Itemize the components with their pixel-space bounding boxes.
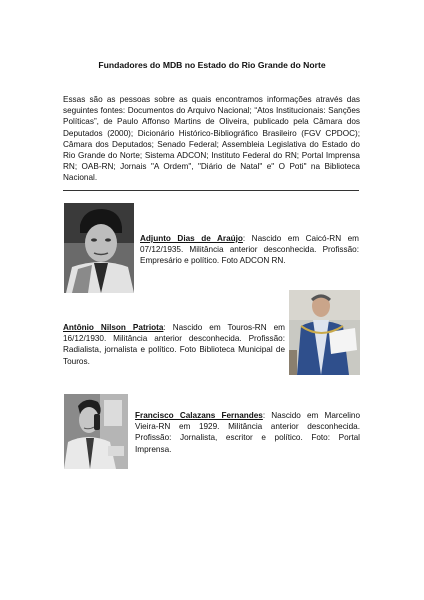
entry-francisco-calazans-fernandes xyxy=(135,410,360,455)
entry-antonio-nilson-patriota xyxy=(63,322,285,367)
person-name: Antônio Nilson Patriota xyxy=(63,323,164,332)
person-bio: : Nascido em Caicó-RN em 07/12/1935. Militância anterior desconhecida. Profissão: Empresário e político. Foto ADCON RN. xyxy=(140,234,360,266)
entry-adjunto-dias-de-araujo xyxy=(140,233,359,267)
person-bio: : Nascido em Marcelino Vieira-RN em 1929. Militância anterior desconhecida. Profissão: Jornalista, escritor e político. Foto: Portal Imprensa. xyxy=(135,411,360,454)
person-name: Francisco Calazans Fernandes xyxy=(135,411,263,420)
person-name: Adjunto Dias de Araújo xyxy=(140,234,243,243)
portrait-antonio-nilson-patriota xyxy=(289,290,360,375)
divider xyxy=(63,190,359,191)
person-bio: : Nascido em Touros-RN em 16/12/1930. Militância anterior desconhecida. Profissão: Radialista, jornalista e político. Foto Biblioteca Municipal de Touros. xyxy=(63,323,285,366)
sources-paragraph: Essas são as pessoas sobre as quais encontramos informações através das seguintes fontes: Documentos do Arquivo Nacional; “Atos Institucionais: Sanções Políticas”, de Paulo Affonso Martins de Oliveira, publicado pela Câmara dos Deputados (2000); Dicionário Histórico-Bibliográfico Brasileiro (FGV CPDOC); Câmara dos Deputados; Senado Federal; Assembleia Legislativa do Estado do Rio Grande do Norte; Sistema ADCON; Instituto Federal do RN; Portal Imprensa RN; OAB-RN; Jornais "A Ordem", "Diário de Natal" e" O Poti" na Biblioteca Nacional. xyxy=(63,95,360,183)
portrait-francisco-calazans-fernandes xyxy=(64,394,128,469)
portrait-adjunto-dias-de-araujo xyxy=(64,203,134,293)
page-title: Fundadores do MDB no Estado do Rio Grande do Norte xyxy=(98,60,326,70)
